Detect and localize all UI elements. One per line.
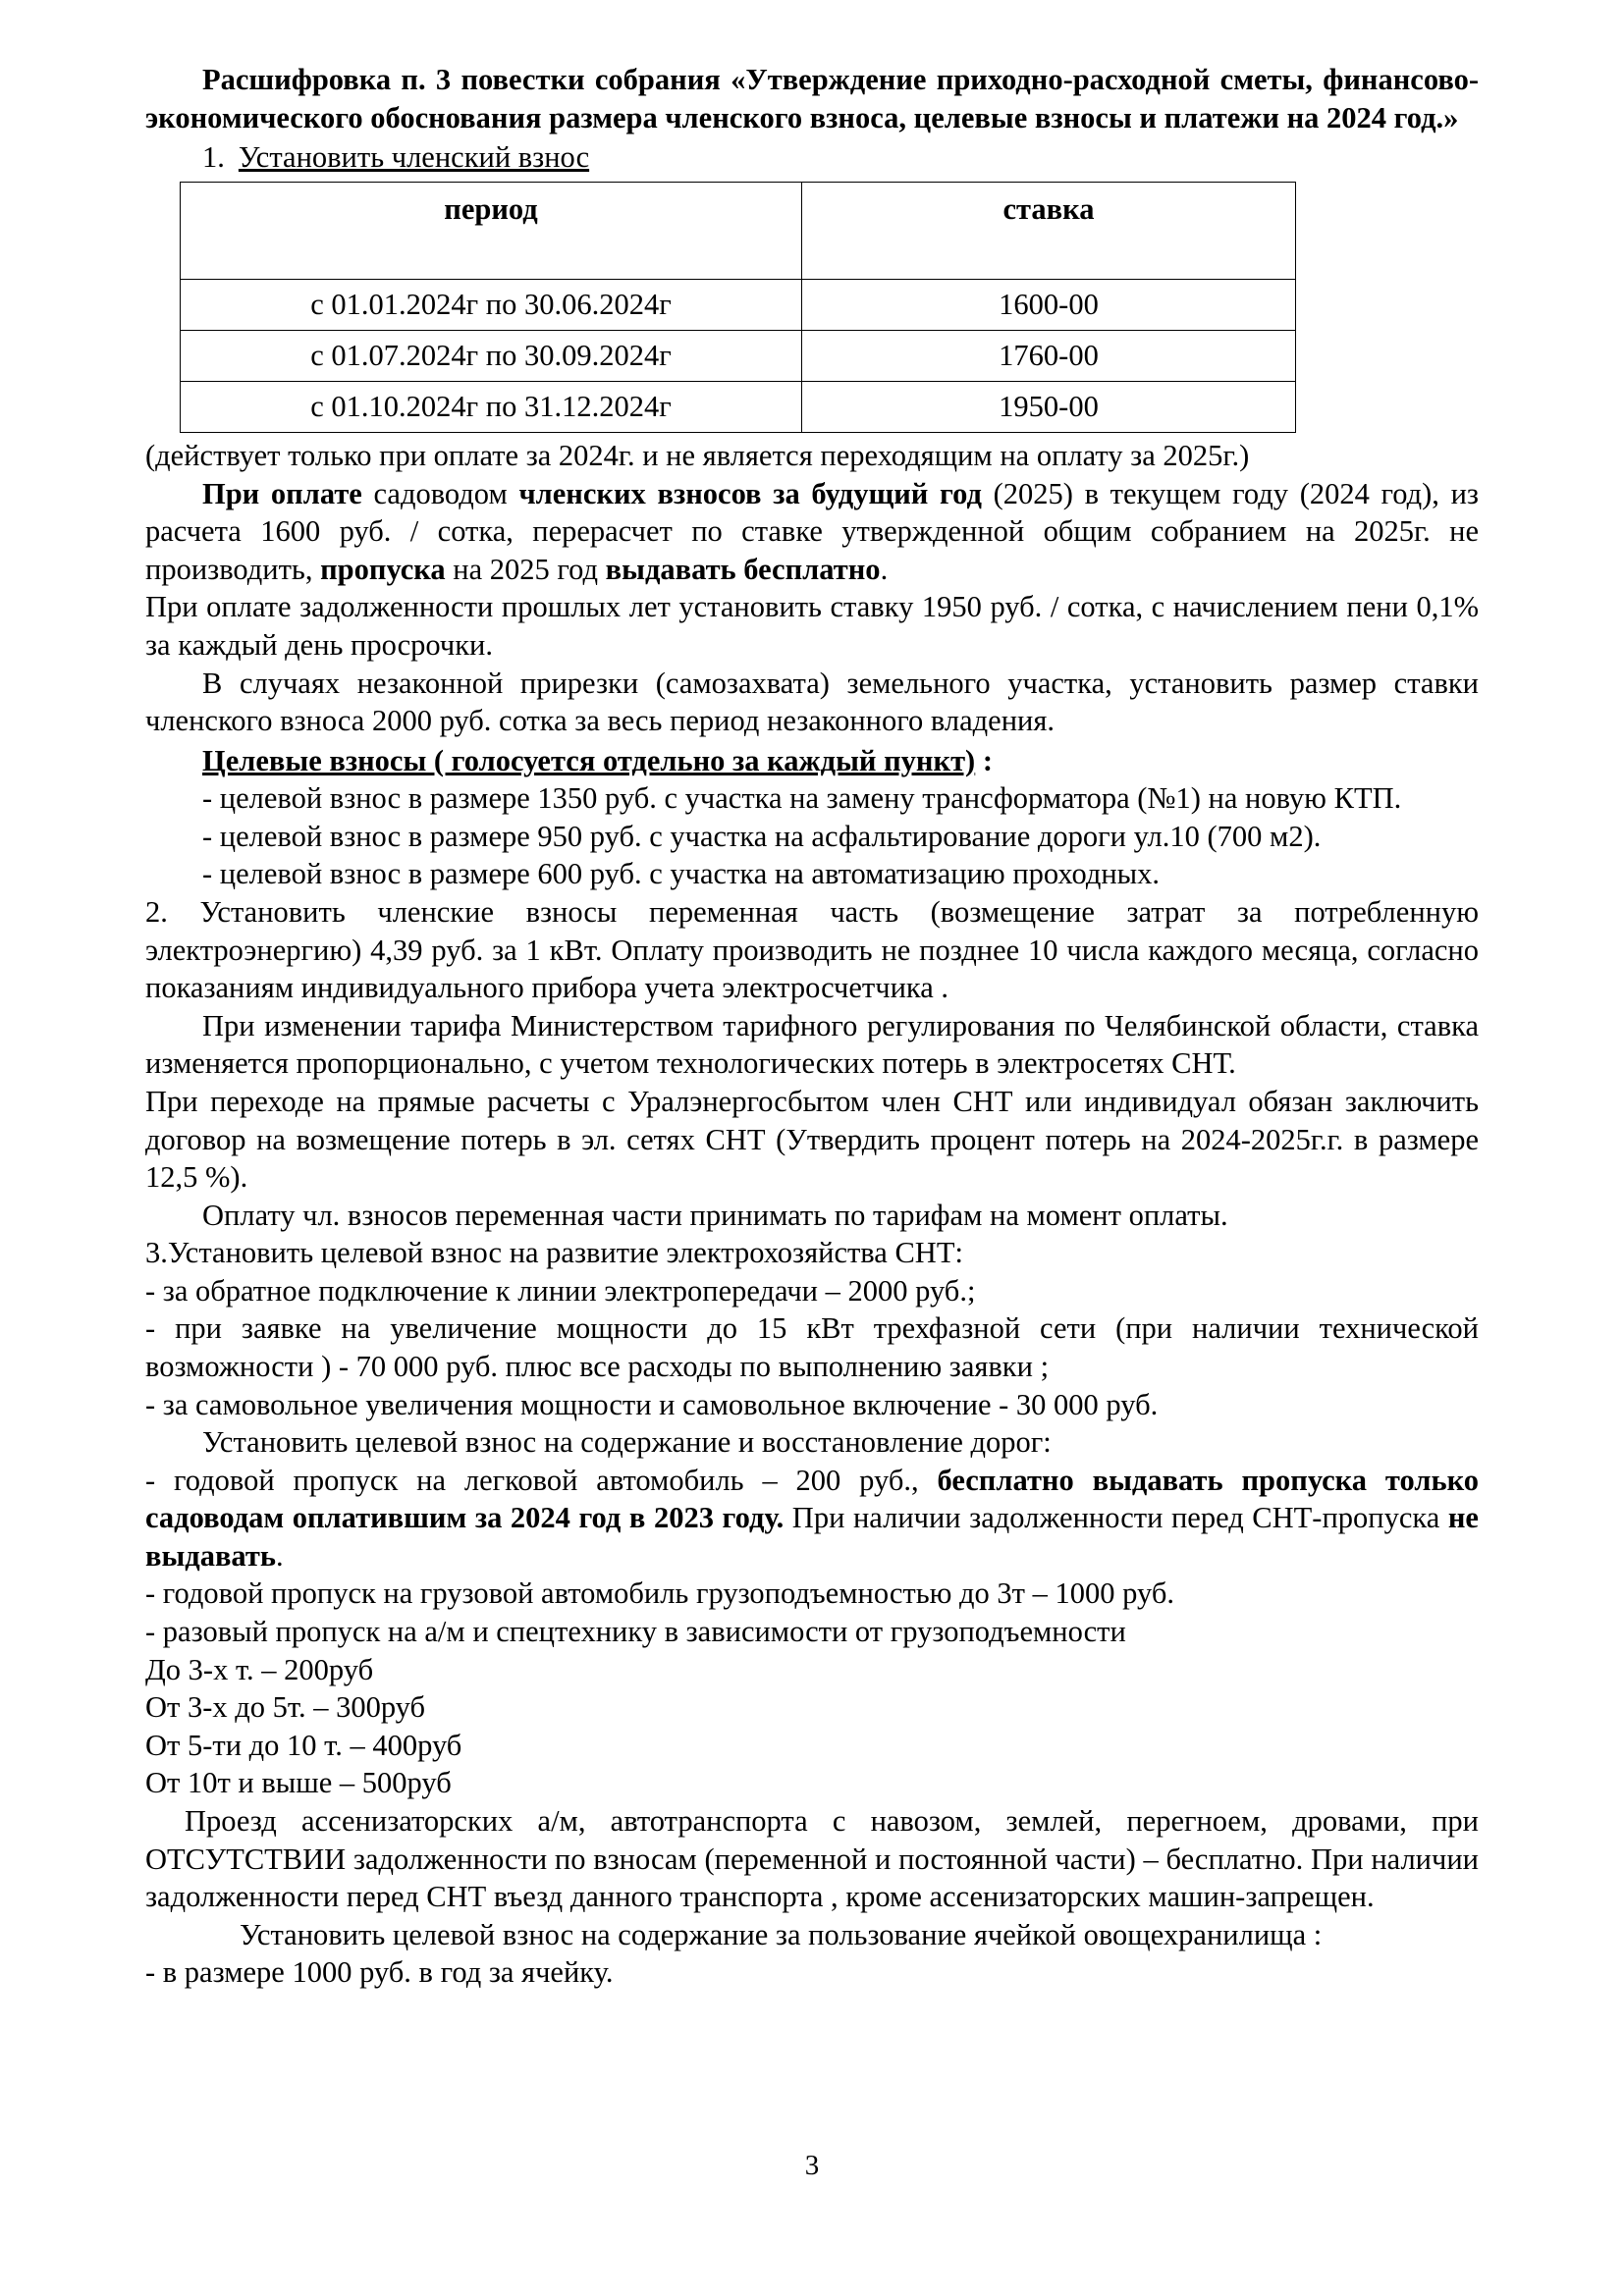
table-header-row: [181, 183, 1296, 280]
single-pass-line: - разовый пропуск на а/м и спецтехнику в зависимости от грузоподъемности: [145, 1615, 1126, 1649]
truck-pass-line: - годовой пропуск на грузовой автомобиль грузоподъемностью до 3т – 1000 руб.: [145, 1576, 1174, 1611]
tonnage-tier-1: До 3-х т. – 200руб: [145, 1652, 374, 1686]
section1-number: 1.: [202, 140, 225, 175]
car-pass-paragraph: [145, 1462, 1479, 1575]
car-pass-bold-2: не выдавать: [145, 1501, 1479, 1573]
targeted-item-automation: - целевой взнос в размере 600 руб. с участка на автоматизацию проходных.: [202, 857, 1161, 891]
cell-period: с 01.10.2024г по 31.12.2024г: [181, 382, 802, 433]
table-row: [181, 382, 1296, 433]
prepayment-paragraph: [145, 475, 1479, 589]
cell-period: с 01.01.2024г по 30.06.2024г: [181, 280, 802, 331]
prepayment-text-2: (2025) в текущем году (2024 год), из расчета 1600 руб. / сотка, перерасчет по ставке утвержденной общим собранием на 2025г. не производить,: [145, 476, 1479, 586]
fee-table-head: [181, 183, 1296, 280]
car-pass-end: .: [276, 1538, 284, 1573]
prepayment-bold-2: членских взносов за будущий год: [518, 476, 982, 510]
car-pass-bold: бесплатно выдавать пропуска только садоводам оплатившим за 2024 год в 2023 году.: [145, 1463, 1479, 1535]
validity-note: (действует только при оплате за 2024г. и не является переходящим на оплату за 2025г.): [145, 439, 1250, 473]
tonnage-tier-4: От 10т и выше – 500руб: [145, 1766, 452, 1800]
tonnage-tier-3: От 5-ти до 10 т. – 400руб: [145, 1728, 462, 1762]
section3-heading: 3.Установить целевой взнос на развитие электрохозяйства СНТ:: [145, 1236, 963, 1270]
storage-fee-item: - в размере 1000 руб. в год за ячейку.: [145, 1955, 614, 1990]
targeted-item-transformer: - целевой взнос в размере 1350 руб. с участка на замену трансформатора (№1) на новую КТП.: [202, 781, 1402, 816]
debt-paragraph: При оплате задолженности прошлых лет установить ставку 1950 руб. / сотка, с начислением пени 0,1% за каждый день просрочки.: [145, 590, 1479, 662]
column-header-rate: ставка: [802, 183, 1296, 280]
storage-heading: Установить целевой взнос на содержание за пользование ячейкой овощехранилища :: [240, 1917, 1323, 1951]
table-row: [181, 280, 1296, 331]
roads-heading: Установить целевой взнос на содержание и восстановление дорог:: [202, 1425, 1052, 1460]
section1-heading: [145, 138, 1479, 178]
page-number: 3: [804, 2150, 820, 2181]
targeted-item-asphalt: - целевой взнос в размере 950 руб. с участка на асфальтирование дороги ул.10 (700 м2).: [202, 819, 1322, 853]
column-header-period: период: [181, 183, 802, 280]
prepayment-bold-3: пропуска: [320, 552, 446, 586]
cell-rate: 1950-00: [802, 382, 1296, 433]
section1-heading-label: Установить членский взнос: [238, 140, 590, 175]
targeted-contributions-heading: [145, 742, 1479, 780]
section3-item-power-increase: - при заявке на увеличение мощности до 15 кВт трехфазной сети (при наличии технической возможности ) - 70 000 руб. плюс все расходы по выполнению заявки ;: [145, 1311, 1479, 1383]
prepayment-text-4: .: [880, 552, 889, 586]
section2-paragraph: 2. Установить членские взносы переменная часть (возмещение затрат за потребленную электроэнергию) 4,39 руб. за 1 кВт. Оплату производить не позднее 10 числа каждого месяца, согласно показаниям индивидуального прибора учета электросчетчика .: [145, 895, 1479, 1005]
tariff-change-paragraph: При изменении тарифа Министерством тарифного регулирования по Челябинской области, ставка изменяется пропорционально, с учетом технологических потерь в электросетях СНТ.: [145, 1008, 1479, 1081]
document-body: [145, 61, 1479, 1992]
sewage-transport-paragraph: Проезд ассенизаторских а/м, автотранспорта с навозом, землей, перегноем, дровами, при ОТСУТСТВИИ задолженности по взносам (переменной и постоянной части) – бесплатно. При наличии задолженности перед СНТ въезд данного транспорта , кроме ассенизаторских машин-запрещен.: [145, 1803, 1479, 1914]
seizure-paragraph: В случаях незаконной прирезки (самозахвата) земельного участка, установить размер ставки членского взноса 2000 руб. сотка за весь период незаконного владения.: [145, 666, 1479, 738]
targeted-heading-underlined: Целевые взносы ( голосуется отдельно за каждый пункт): [202, 743, 976, 777]
page-title: Расшифровка п. 3 повестки собрания «Утверждение приходно-расходной сметы, финансово-экономического обоснования размера членского взноса, целевые взносы и платежи на 2024 год.»: [145, 63, 1479, 134]
direct-settlement-paragraph: При переходе на прямые расчеты с Уралэнергосбытом член СНТ или индивидуал обязан заключить договор на возмещение потерь в эл. сетях СНТ (Утвердить процент потерь на 2024-2025г.г. в размере 12,5 %).: [145, 1084, 1479, 1195]
cell-rate: 1760-00: [802, 331, 1296, 382]
section3-item-unauthorized: - за самовольное увеличения мощности и самовольное включение - 30 000 руб.: [145, 1387, 1159, 1421]
prepayment-text-3: на 2025 год: [445, 552, 606, 586]
tonnage-tier-2: От 3-х до 5т. – 300руб: [145, 1690, 426, 1725]
prepayment-bold-lead: При оплате: [202, 476, 362, 510]
prepayment-text-1: садоводом: [361, 476, 519, 510]
car-pass-mid: При наличии задолженности перед СНТ-пропуска: [784, 1501, 1448, 1535]
table-row: [181, 331, 1296, 382]
prepayment-bold-4: выдавать бесплатно: [605, 552, 881, 586]
targeted-heading-tail: :: [975, 743, 994, 777]
payment-tariffs-paragraph: Оплату чл. взносов переменная части принимать по тарифам на момент оплаты.: [202, 1198, 1228, 1232]
fee-table-body: [181, 280, 1296, 433]
membership-fee-table: [180, 182, 1296, 433]
cell-rate: 1600-00: [802, 280, 1296, 331]
section3-item-reconnection: - за обратное подключение к линии электропередачи – 2000 руб.;: [145, 1273, 976, 1308]
car-pass-lead: - годовой пропуск на легковой автомобиль – 200 руб.,: [145, 1463, 938, 1497]
cell-period: с 01.07.2024г по 30.09.2024г: [181, 331, 802, 382]
